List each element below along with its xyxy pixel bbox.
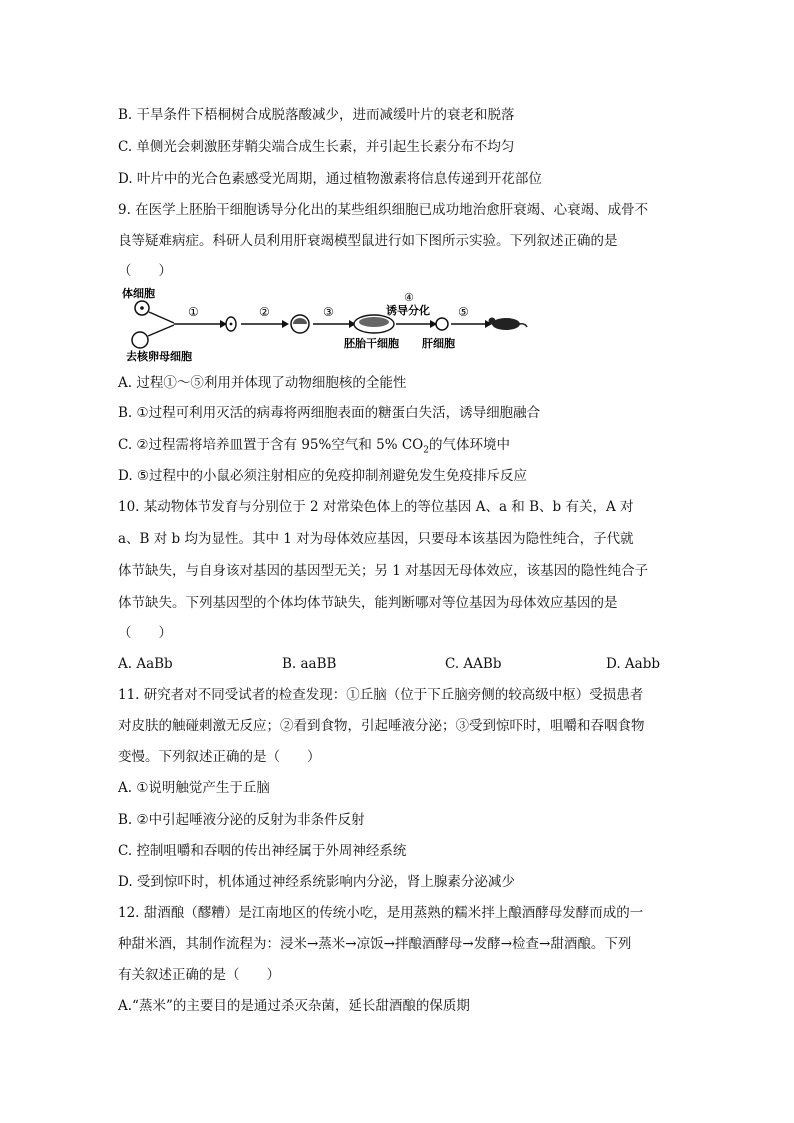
q11-stem-line1: 11. 研究者对不同受试者的检查发现：①丘脑（位于下丘脑旁侧的较高级中枢）受损患者	[118, 687, 644, 703]
step-4: ④	[404, 291, 414, 304]
q10-option-d: D. Aabb	[606, 656, 661, 672]
q8-option-d: D. 叶片中的光合色素感受光周期，通过植物激素将信息传递到开花部位	[118, 171, 542, 187]
step-1: ①	[188, 305, 199, 319]
step-3: ③	[323, 305, 334, 319]
q10-option-a: A. AaBb	[118, 656, 173, 672]
step-5: ⑤	[458, 305, 469, 319]
q12-stem-line3: 有关叙述正确的是（ ）	[118, 967, 280, 983]
q9-option-c: C. ②过程需将培养皿置于含有 95%空气和 5% $CO_2$的气体环境中	[118, 437, 510, 456]
label-esc: 胚胎干细胞	[344, 337, 399, 350]
oocyte-shape	[132, 332, 148, 348]
q8-option-b: B. 干旱条件下梧桐树合成脱落酸减少，进而减缓叶片的衰老和脱落	[118, 107, 515, 123]
mouse-icon	[489, 318, 528, 331]
q9-option-b: B. ①过程可利用灭活的病毒将两细胞表面的糖蛋白失活，诱导细胞融合	[118, 405, 541, 421]
q9-option-d: D. ⑤过程中的小鼠必须注射相应的免疫抑制剂避免发生免疫排斥反应	[118, 468, 528, 484]
q11-stem-line2: 对皮肤的触碰刺激无反应；②看到食物，引起唾液分泌；③受到惊吓时，咀嚼和吞咽食物	[118, 718, 645, 734]
label-body-cell: 体细胞	[122, 287, 155, 300]
q10-stem-line2: a、B 对 b 均为显性。其中 1 对为母体效应基因，只要母本该基因为隐性纯合，子代就	[118, 531, 634, 547]
q12-stem-line2: 种甜米酒，其制作流程为：浸米→蒸米→凉饭→拌酿酒酵母→发酵→检查→甜酒酿。下列	[118, 936, 632, 952]
liver-cell	[436, 318, 448, 330]
q9-answer-bracket: （ ）	[118, 263, 172, 279]
q8-option-c: C. 单侧光会刺激胚芽鞘尖端合成生长素，并引起生长素分布不均匀	[118, 139, 515, 155]
step-2: ②	[259, 305, 270, 319]
q10-option-c: C. AABb	[445, 656, 502, 672]
q9-stem-line1: 9. 在医学上胚胎干细胞诱导分化出的某些组织细胞已成功地治愈肝衰竭、心衰竭、成骨不	[118, 202, 649, 218]
q11-stem-line3: 变慢。下列叙述正确的是（ ）	[118, 749, 321, 765]
q12-option-a: A.“蒸米”的主要目的是通过杀灭杂菌，延长甜酒酿的保质期	[118, 998, 470, 1014]
q11-option-b: B. ②中引起唾液分泌的反射为非条件反射	[118, 812, 365, 828]
q12-stem-line1: 12. 甜酒酿（醪糟）是江南地区的传统小吃，是用蒸熟的糯米拌上酿酒酵母发酵而成的一	[118, 905, 644, 921]
q10-option-b: B. aaBB	[282, 656, 337, 672]
q9-stem-line2: 良等疑难病症。科研人员利用肝衰竭模型鼠进行如下图所示实验。下列叙述正确的是	[118, 233, 618, 249]
q9-option-a: A. 过程①～⑤利用并体现了动物细胞核的全能性	[118, 375, 407, 391]
label-liver: 肝细胞	[422, 337, 455, 350]
label-oocyte: 去核卵母细胞	[126, 350, 192, 363]
q9-diagram	[118, 286, 528, 364]
q11-option-d: D. 受到惊吓时，机体通过神经系统影响内分泌，肾上腺素分泌减少	[118, 874, 515, 890]
q10-stem-line4: 体节缺失。下列基因型的个体均体节缺失，能判断哪对等位基因为母体效应基因的是	[118, 595, 618, 611]
q10-answer-bracket: （ ）	[118, 625, 172, 641]
q10-stem-line1: 10. 某动物体节发育与分别位于 2 对常染色体上的等位基因 A、a 和 B、b 有关，A 对	[118, 499, 634, 515]
q11-option-a: A. ①说明触觉产生于丘脑	[118, 780, 270, 796]
q10-stem-line3: 体节缺失，与自身该对基因的基因型无关；另 1 对基因无母体效应，该基因的隐性纯合子	[118, 563, 649, 579]
label-induce: 诱导分化	[386, 304, 430, 317]
q11-option-c: C. 控制咀嚼和吞咽的传出神经属于外周神经系统	[118, 843, 407, 859]
